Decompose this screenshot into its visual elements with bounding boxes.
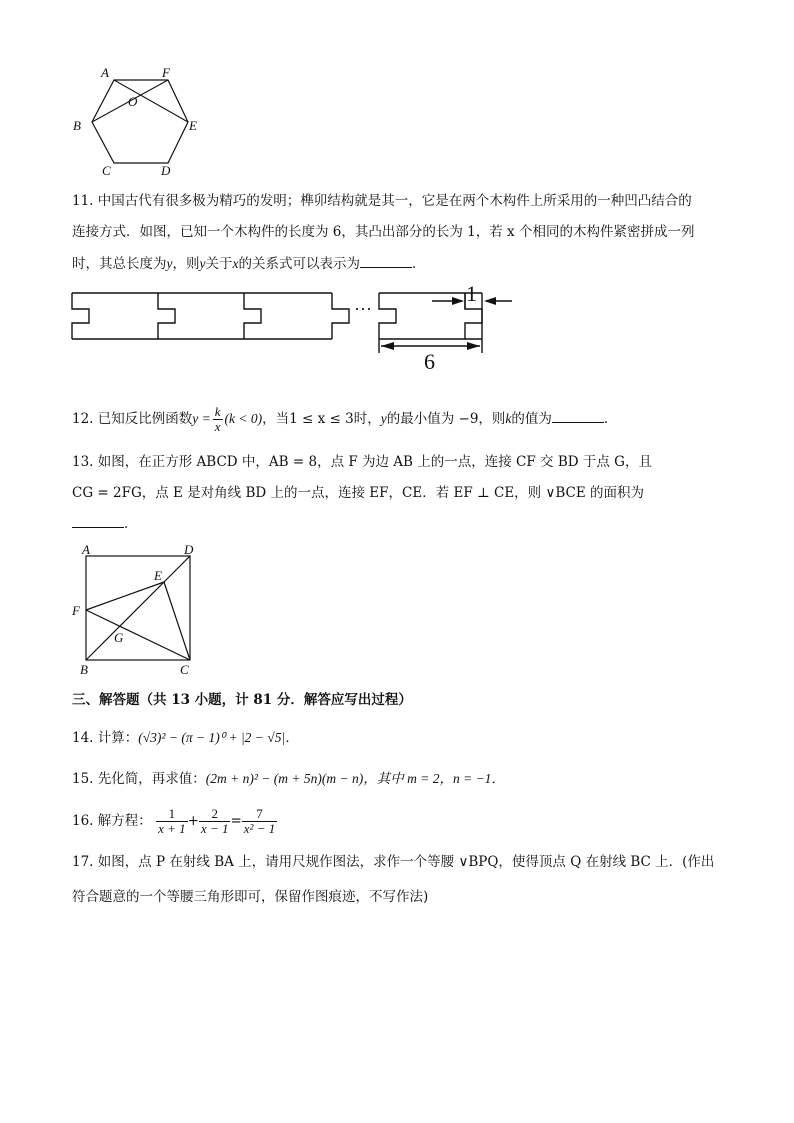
q12-line: 12. 已知反比例函数y = $\frac{k}{x}$ (k < 0)，当1 ≤ x ≤ 3时，y的最小值为 −9，则k的值为 ．: [72, 404, 618, 434]
q11-joint-drawing: [72, 287, 522, 377]
q15-line: 15. 先化简，再求值：(2m + n)² − (m + 5n)(m − n)，其中 m = 2，n = −1．: [72, 771, 505, 787]
label-A: A: [101, 65, 109, 80]
q11-ellipsis: ···: [354, 299, 372, 319]
q13-label-A: A: [82, 542, 90, 557]
q11-line1: 11. 中国古代有很多极为精巧的发明；榫卯结构就是其一，它是在两个木构件上所采用的一种凹凸结合的: [72, 193, 692, 209]
q13-line3: ．: [72, 515, 138, 533]
q11-figure: [72, 281, 522, 377]
q13-label-G: G: [114, 630, 124, 645]
q13-label-E: E: [154, 568, 162, 583]
q11-line3: 时，其总长度为y，则y关于x的关系式可以表示为 ．: [72, 256, 426, 272]
q16-line: 16. 解方程： $\frac{1}{x + 1}$ + $\frac{2}{x - 1}$ = $\frac{7}{\text{x² − 1}}$: [72, 806, 276, 836]
q13-answer-blank: [72, 515, 124, 528]
q13-label-F: F: [72, 603, 80, 618]
q11-line2: 连接方式．如图，已知一个木构件的长度为 6，其凸出部分的长为 1，若 x 个相同的木构件紧密拼成一列: [72, 224, 695, 240]
q13-line2: CG = 2FG，点 E 是对角线 BD 上的一点，连接 EF，CE．若 EF ⊥ CE，则 ∨BCE 的面积为: [72, 485, 645, 501]
q13-square-drawing: [70, 544, 210, 684]
q11-label-1: 1: [466, 281, 477, 306]
label-F: F: [162, 65, 170, 80]
label-E: E: [189, 118, 197, 133]
q13-label-D: D: [184, 542, 194, 557]
q11-answer-blank: [360, 255, 412, 268]
hexagon-figure: [68, 62, 218, 182]
q14-line: 14. 计算：(√3)² − (π − 1)⁰ + |2 − √5|．: [72, 730, 299, 746]
q13-figure: [70, 544, 210, 684]
label-O: O: [128, 94, 138, 109]
q13-label-B: B: [80, 662, 88, 677]
q11-label-6: 6: [424, 349, 435, 374]
q17-line2: 符合题意的一个等腰三角形即可，保留作图痕迹，不写作法): [72, 889, 429, 905]
q17-line1: 17. 如图，点 P 在射线 BA 上，请用尺规作图法，求作一个等腰 ∨BPQ，使得顶点 Q 在射线 BC 上．(作出: [72, 854, 715, 870]
section3-heading: 三、解答题（共 13 小题，计 81 分．解答应写出过程）: [72, 692, 412, 708]
q13-label-C: C: [180, 662, 189, 677]
q12-answer-blank: [552, 410, 604, 423]
label-C: C: [102, 163, 111, 178]
label-B: B: [73, 118, 81, 133]
q13-line1: 13. 如图，在正方形 ABCD 中，AB = 8，点 F 为边 AB 上的一点，连接 CF 交 BD 于点 G，且: [72, 454, 652, 470]
label-D: D: [161, 163, 171, 178]
